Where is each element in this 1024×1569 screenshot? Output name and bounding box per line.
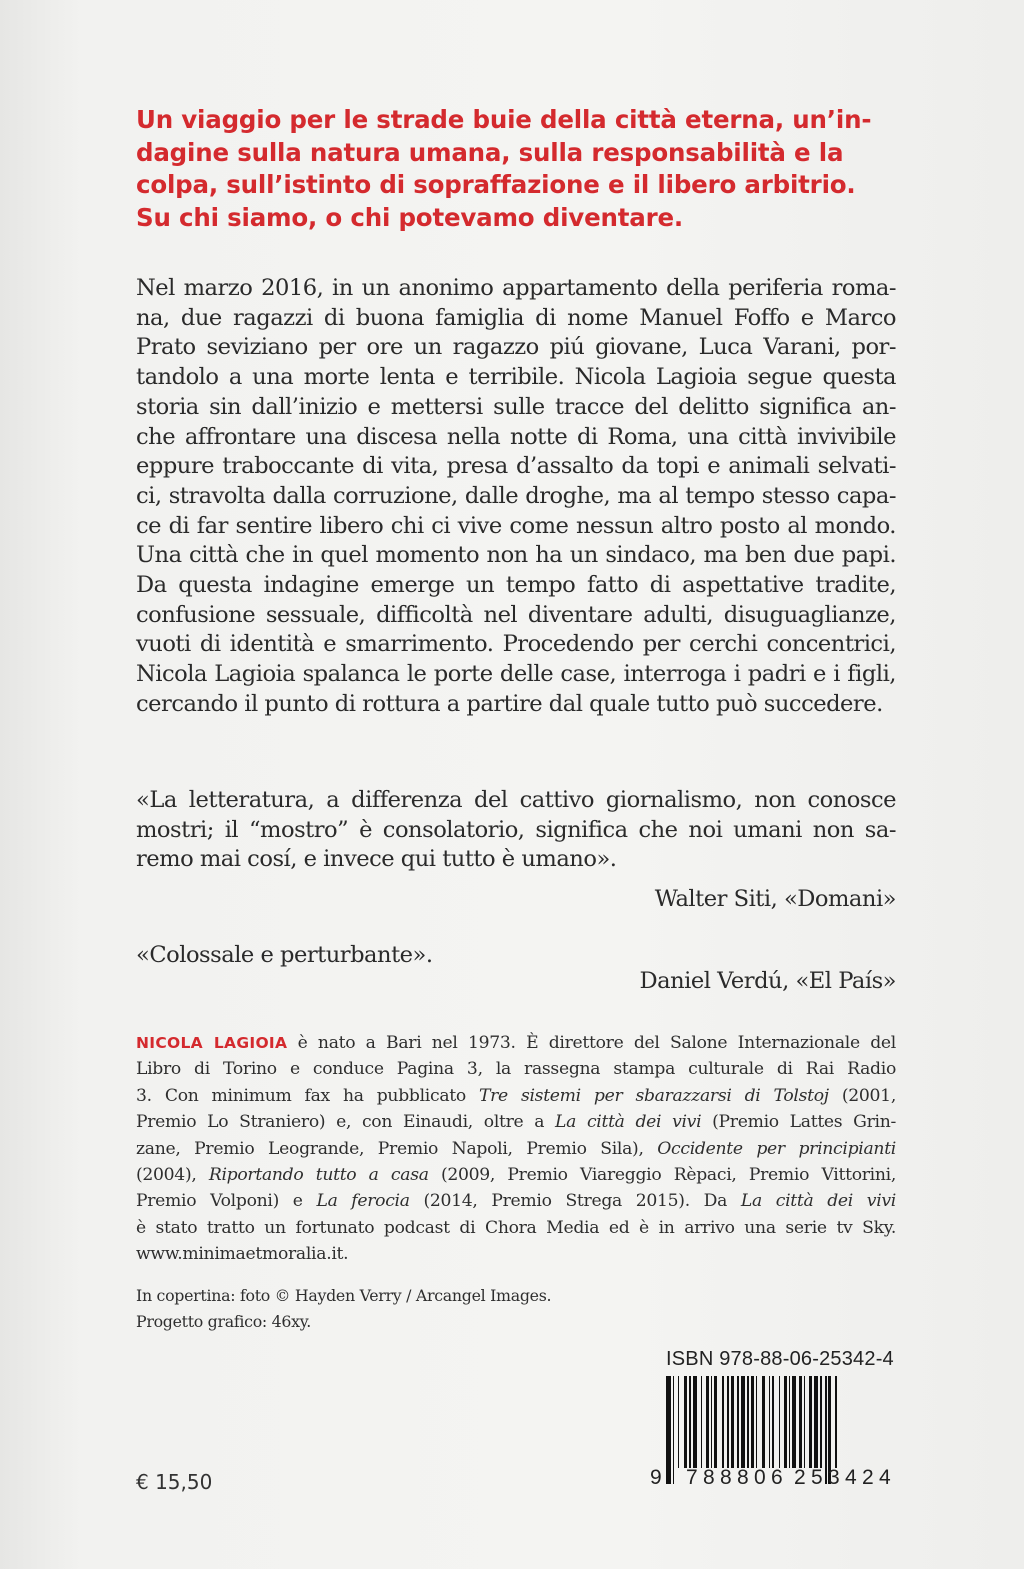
synopsis xyxy=(136,274,896,720)
cover-blurb xyxy=(136,104,900,234)
barcode-digits xyxy=(648,1466,904,1492)
isbn-barcode xyxy=(648,1342,904,1502)
bio-line xyxy=(136,1083,896,1109)
barcode-digit: 3 xyxy=(828,1466,840,1489)
synopsis-line: Prato seviziano per ore un ragazzo piú giovane, Luca Varani, por- xyxy=(136,334,896,361)
barcode-bar xyxy=(689,1376,691,1468)
book-title: Riportando tutto a casa xyxy=(208,1165,429,1186)
bio-line xyxy=(136,1162,896,1188)
book-title: Occidente per principianti xyxy=(657,1138,896,1159)
author-name: NICOLA LAGIOIA xyxy=(136,1034,288,1052)
barcode-bar xyxy=(751,1376,754,1468)
bio-text: Premio Volponi) e xyxy=(136,1191,317,1212)
barcode-bar xyxy=(799,1376,802,1468)
barcode-digit: 8 xyxy=(737,1466,749,1489)
isbn-label: ISBN 978-88-06-25342-4 xyxy=(666,1348,894,1370)
barcode-bar xyxy=(706,1376,709,1468)
synopsis-line: Una città che in quel momento non ha un sindaco, ma ben due papi. xyxy=(136,542,896,569)
quote-attribution-siti: Walter Siti, «Domani» xyxy=(654,886,896,912)
barcode-bar xyxy=(714,1376,717,1468)
author-website: www.minimaetmoralia.it. xyxy=(136,1244,349,1265)
barcode-bar xyxy=(756,1376,758,1468)
quote-attribution-verdu: Daniel Verdú, «El País» xyxy=(639,968,896,994)
bio-line xyxy=(136,1109,896,1135)
barcode-digit: 4 xyxy=(845,1466,857,1489)
bio-text: (2004), xyxy=(136,1165,209,1186)
barcode-digit: 0 xyxy=(754,1466,766,1489)
barcode-bar xyxy=(762,1376,765,1468)
barcode-bar xyxy=(722,1376,724,1468)
bio-line xyxy=(136,1136,896,1162)
barcode-digit: 9 xyxy=(650,1466,662,1489)
barcode-bar xyxy=(711,1376,713,1468)
synopsis-line: Nel marzo 2016, in un anonimo appartamento della periferia roma- xyxy=(136,275,896,301)
barcode-digit: 8 xyxy=(720,1466,732,1489)
barcode-digit: 2 xyxy=(862,1466,874,1489)
synopsis-line: tandolo a una morte lenta e terribile. Nicola Lagioia segue questa xyxy=(136,364,896,391)
barcode-digit: 5 xyxy=(811,1466,823,1489)
bio-line: Libro di Torino e conduce Pagina 3, la rassegna stampa culturale di Rai Radio xyxy=(136,1059,896,1080)
barcode-digit: 2 xyxy=(794,1466,806,1489)
barcode-bar xyxy=(731,1376,734,1468)
bio-line xyxy=(136,1030,896,1056)
synopsis-line: Nicola Lagioia spalanca le porte delle case, interroga i padri e i figli, xyxy=(136,661,896,688)
book-title: La ferocia xyxy=(316,1191,410,1212)
quote-line: «La letteratura, a differenza del cattivo giornalismo, non conosce xyxy=(136,787,896,813)
book-title: La città dei vivi xyxy=(740,1191,896,1212)
barcode-bar xyxy=(701,1376,703,1468)
barcode-bar xyxy=(804,1376,806,1468)
blurb-line: colpa, sull’istinto di sopraffazione e il libero arbitrio. xyxy=(136,170,856,199)
barcode-bar xyxy=(741,1376,746,1468)
barcode-digit: 4 xyxy=(879,1466,891,1489)
cover-photo-credit: In copertina: foto © Hayden Verry / Arcangel Images. xyxy=(136,1286,552,1305)
barcode-bar xyxy=(727,1376,729,1468)
barcode-bar xyxy=(747,1376,749,1468)
synopsis-line: storia sin dall’inizio e mettersi sulle tracce del delitto significa an- xyxy=(136,393,896,420)
barcode-bar xyxy=(693,1376,698,1468)
synopsis-line: na, due ragazzi di buona famiglia di nome Manuel Foffo e Marco xyxy=(136,304,896,331)
barcode-bar xyxy=(772,1376,774,1468)
bio-text: (Premio Lattes Grin- xyxy=(701,1112,896,1133)
blurb-line: Su chi siamo, o chi potevamo diventare. xyxy=(136,202,683,232)
review-quote-siti xyxy=(136,786,896,875)
quote-line: remo mai cosí, e invece qui tutto è umano». xyxy=(136,846,617,873)
barcode-digit: 6 xyxy=(771,1466,783,1489)
barcode-bar xyxy=(684,1376,687,1468)
cover-credits xyxy=(136,1283,551,1335)
price-label: € 15,50 xyxy=(136,1470,213,1494)
quote-line: mostri; il “mostro” è consolatorio, significa che noi umani non sa- xyxy=(136,816,896,843)
synopsis-line: confusione sessuale, difficoltà nel diventare adulti, disuguaglianze, xyxy=(136,601,896,628)
barcode-bar xyxy=(737,1376,739,1468)
barcode-bar xyxy=(789,1376,791,1468)
synopsis-line: che affrontare una discesa nella notte di Roma, una città invivibile xyxy=(136,423,896,450)
barcode-bar xyxy=(678,1376,680,1468)
barcode-bar xyxy=(779,1376,781,1468)
synopsis-line: ci, stravolta dalla corruzione, dalle droghe, ma al tempo stesso capa- xyxy=(136,482,896,509)
barcode-bar xyxy=(820,1376,822,1468)
barcode-bar xyxy=(769,1376,771,1468)
bio-text: zane, Premio Leogrande, Premio Napoli, Premio Sila), xyxy=(136,1138,658,1159)
book-title: La città dei vivi xyxy=(555,1112,702,1133)
barcode-bar xyxy=(835,1376,837,1468)
synopsis-line: cercando il punto di rottura a partire dal quale tutto può succedere. xyxy=(136,690,883,717)
bio-text: (2014, Premio Strega 2015). Da xyxy=(409,1191,741,1212)
bio-text: (2009, Premio Viareggio Rèpaci, Premio Vittorini, xyxy=(428,1165,896,1186)
barcode-bar xyxy=(809,1376,812,1468)
blurb-line: Un viaggio per le strade buie della città eterna, un’in- xyxy=(136,105,872,134)
review-quote-verdu: «Colossale e perturbante». xyxy=(136,942,433,968)
graphic-design-credit: Progetto grafico: 46xy. xyxy=(136,1312,312,1331)
barcode-digit: 8 xyxy=(703,1466,715,1489)
synopsis-line: ce di far sentire libero chi ci vive come nessun altro posto al mondo. xyxy=(136,512,896,539)
bio-line xyxy=(136,1188,896,1214)
bio-text: (2001, xyxy=(828,1085,896,1106)
author-bio xyxy=(136,1030,896,1268)
bio-text: 3. Con minimum fax ha pubblicato xyxy=(136,1085,479,1106)
barcode-bar xyxy=(792,1376,797,1468)
barcode-bar xyxy=(784,1376,787,1468)
synopsis-line: vuoti di identità e smarrimento. Procedendo per cerchi concentrici, xyxy=(136,631,896,658)
blurb-line: dagine sulla natura umana, sulla responsabilità e la xyxy=(136,137,844,167)
synopsis-line: eppure traboccante di vita, presa d’assalto da topi e animali selvati- xyxy=(136,453,896,480)
book-title: Tre sistemi per sbarazzarsi di Tolstoj xyxy=(478,1085,829,1106)
bio-text: è nato a Bari nel 1973. È direttore del Salone Internazionale del xyxy=(287,1033,896,1053)
bio-text: Premio Lo Straniero) e, con Einaudi, oltre a xyxy=(136,1112,556,1133)
bio-line: è stato tratto un fortunato podcast di Chora Media ed è in arrivo una serie tv Sky. xyxy=(136,1217,896,1238)
barcode-digit: 7 xyxy=(686,1466,698,1489)
barcode-bar xyxy=(814,1376,819,1468)
synopsis-line: Da questa indagine emerge un tempo fatto di aspettative tradite, xyxy=(136,572,896,599)
